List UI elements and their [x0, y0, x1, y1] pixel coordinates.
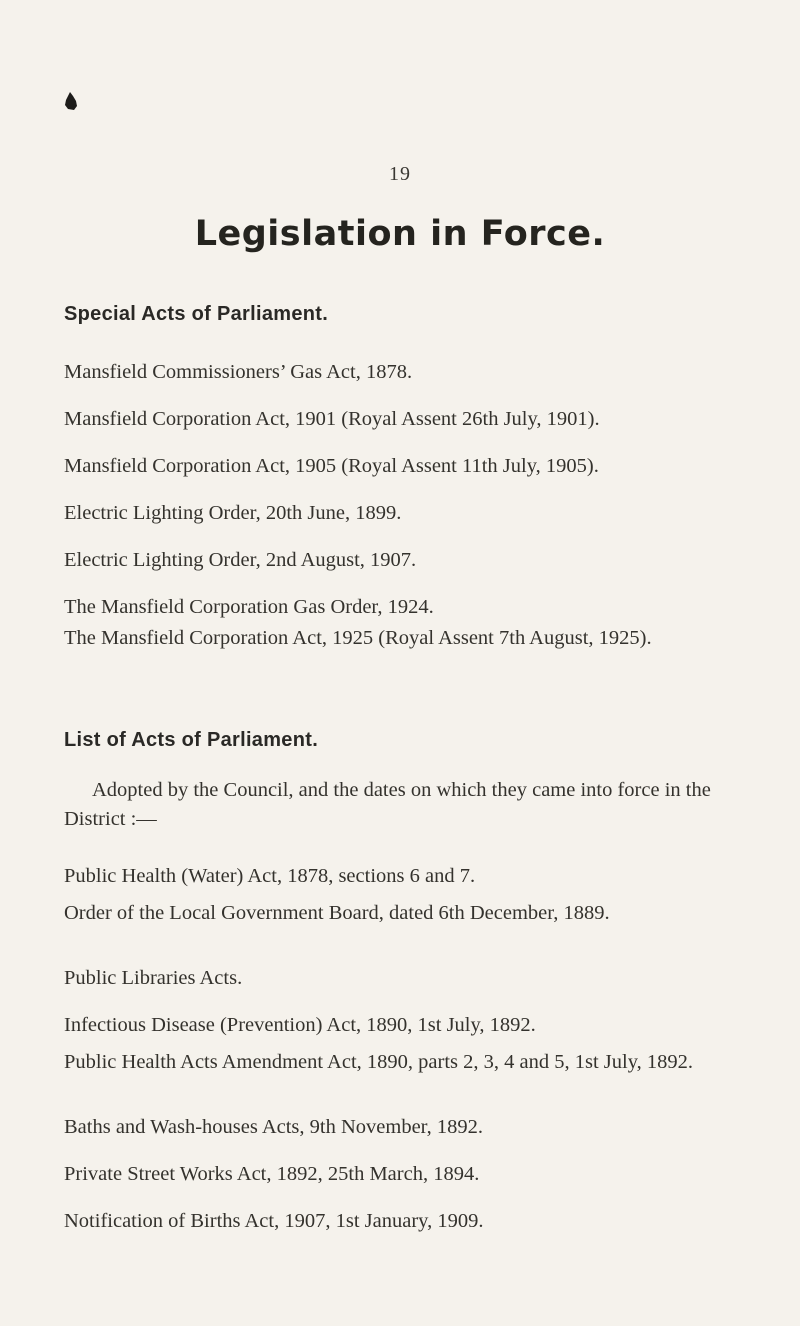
special-act-item: Mansfield Corporation Act, 1901 (Royal Assent 26th July, 1901). — [64, 408, 600, 430]
adopted-act-item: Infectious Disease (Prevention) Act, 1890, 1st July, 1892. — [64, 1014, 536, 1036]
list-of-acts-heading: List of Acts of Parliament. — [64, 729, 319, 751]
special-act-item: Mansfield Commissioners’ Gas Act, 1878. — [64, 361, 413, 383]
adopted-act-item: Order of the Local Government Board, dated 6th December, 1889. — [64, 902, 610, 924]
adopted-act-item: Public Health Acts Amendment Act, 1890, parts 2, 3, 4 and 5, 1st July, 1892. — [64, 1051, 693, 1073]
special-act-item: Electric Lighting Order, 2nd August, 1907. — [64, 549, 417, 571]
special-act-item: Mansfield Corporation Act, 1905 (Royal Assent 11th July, 1905). — [64, 455, 599, 477]
special-act-item: The Mansfield Corporation Act, 1925 (Royal Assent 7th August, 1925). — [64, 627, 652, 649]
page-title: Legislation in Force. — [194, 214, 606, 254]
list-of-acts-intro: Adopted by the Council, and the dates on which they came into force in the District :— — [64, 779, 711, 830]
ink-mark-icon — [64, 92, 78, 110]
special-act-item: The Mansfield Corporation Gas Order, 1924. — [64, 596, 434, 618]
adopted-act-item: Notification of Births Act, 1907, 1st January, 1909. — [64, 1210, 484, 1232]
page-number: 19 — [389, 163, 411, 185]
adopted-act-item: Private Street Works Act, 1892, 25th March, 1894. — [64, 1163, 480, 1185]
special-act-item: Electric Lighting Order, 20th June, 1899. — [64, 502, 402, 524]
adopted-act-item: Public Libraries Acts. — [64, 967, 243, 989]
special-acts-heading: Special Acts of Parliament. — [64, 303, 329, 325]
adopted-act-item: Baths and Wash-houses Acts, 9th November, 1892. — [64, 1116, 484, 1138]
adopted-act-item: Public Health (Water) Act, 1878, sections 6 and 7. — [64, 865, 476, 887]
